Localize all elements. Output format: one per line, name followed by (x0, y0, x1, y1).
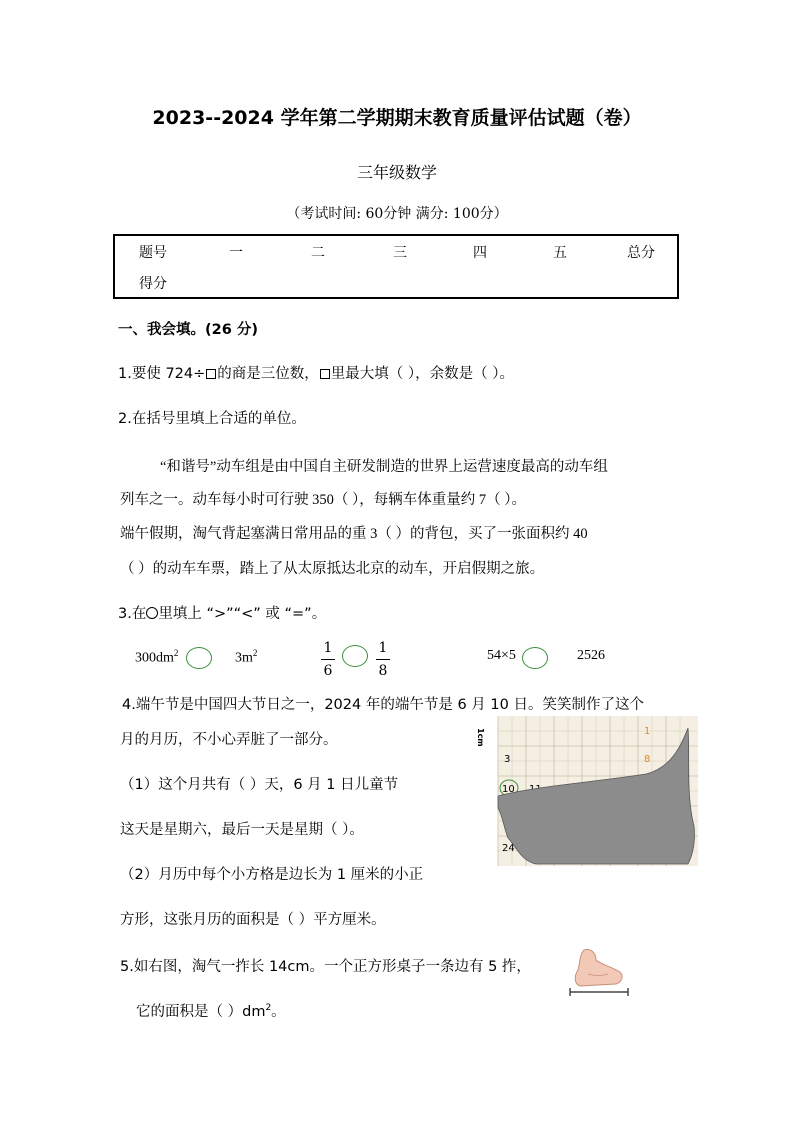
question-4-line: 月的月历，不小心弄脏了一部分。 (120, 732, 338, 748)
question-5-line: 5.如右图，淘气一拃长 14cm。一个正方形桌子一条边有 5 拃， (120, 959, 531, 975)
question-2-line: （ ）的动车车票，踏上了从太原抵达北京的动车，开启假期之旅。 (120, 561, 545, 577)
question-2-heading: 2.在括号里填上合适的单位。 (118, 411, 306, 427)
compare-circle[interactable] (522, 647, 548, 669)
question-4-line: 方形，这张月历的面积是（ ）平方厘米。 (120, 912, 386, 928)
compare-circle[interactable] (342, 645, 368, 667)
fraction-right: 1 8 (376, 640, 390, 679)
calendar-scale: 1cm (476, 728, 485, 747)
score-header-cell: 四 (473, 245, 487, 261)
question-4-line: 这天是星期六，最后一天是星期（ ）。 (120, 822, 364, 838)
hand-span-illustration (566, 946, 632, 998)
score-header-cell: 二 (311, 245, 325, 261)
question-4-line: （2）月历中每个小方格是边长为 1 厘米的小正 (120, 867, 424, 883)
exam-subtitle: 三年级数学 (356, 163, 437, 182)
question-5-line: 它的面积是（ ）$dm^2$。 (136, 1003, 286, 1020)
calendar-day: 10 (502, 784, 515, 795)
question-2-line: 列车之一。动车每小时可行驶 350（ ），每辆车体重量约 7（ ）。 (120, 492, 526, 508)
square-box-icon (206, 369, 216, 379)
question-2-line: 端午假期，淘气背起塞满日常用品的重 3（ ）的背包，买了一张面积约 40 (120, 526, 588, 542)
square-box-icon (320, 369, 330, 379)
compare-3-right: 2526 (577, 648, 605, 663)
score-header-cell: 三 (393, 245, 407, 261)
calendar-day: 8 (644, 754, 651, 765)
question-1: 1.要使 724÷ 的商是三位数， 里最大填（ ），余数是（ ）。 (118, 366, 514, 382)
fraction-left: 1 6 (321, 640, 335, 679)
exam-info: （考试时间: 60分钟 满分: 100分） (286, 206, 508, 222)
question-4-line: 4.端午节是中国四大节日之一，2024 年的端午节是 6 月 10 日。笑笑制作了这个 (122, 697, 644, 713)
compare-1-left: $300dm^2$ (135, 648, 179, 666)
compare-3-left: 54×5 (487, 648, 516, 663)
section-heading: 一、我会填。(26 分) (118, 322, 258, 338)
score-table (113, 234, 679, 299)
question-3-heading: 3.在 里填上 “>”“<” 或 “=”。 (118, 606, 327, 622)
score-header-cell: 五 (553, 245, 567, 261)
score-header-cell: 总分 (627, 245, 655, 261)
score-row-label: 得分 (139, 276, 167, 292)
calendar-day: 1 (644, 726, 651, 737)
score-header-cell: 题号 (139, 245, 167, 261)
calendar-illustration (476, 716, 698, 866)
question-2-line: “和谐号”动车组是由中国自主研发制造的世界上运营速度最高的动车组 (160, 459, 608, 475)
exam-title: 2023--2024 学年第二学期期末教育质量评估试题（卷） (152, 107, 642, 129)
calendar-day: 3 (504, 754, 511, 765)
compare-1-right: $3m^2$ (235, 648, 258, 666)
compare-circle[interactable] (186, 647, 212, 669)
question-4-line: （1）这个月共有（ ）天，6 月 1 日儿童节 (120, 777, 399, 793)
score-header-cell: 一 (229, 245, 243, 261)
calendar-day: 24 (502, 843, 515, 854)
circle-icon (146, 607, 158, 619)
